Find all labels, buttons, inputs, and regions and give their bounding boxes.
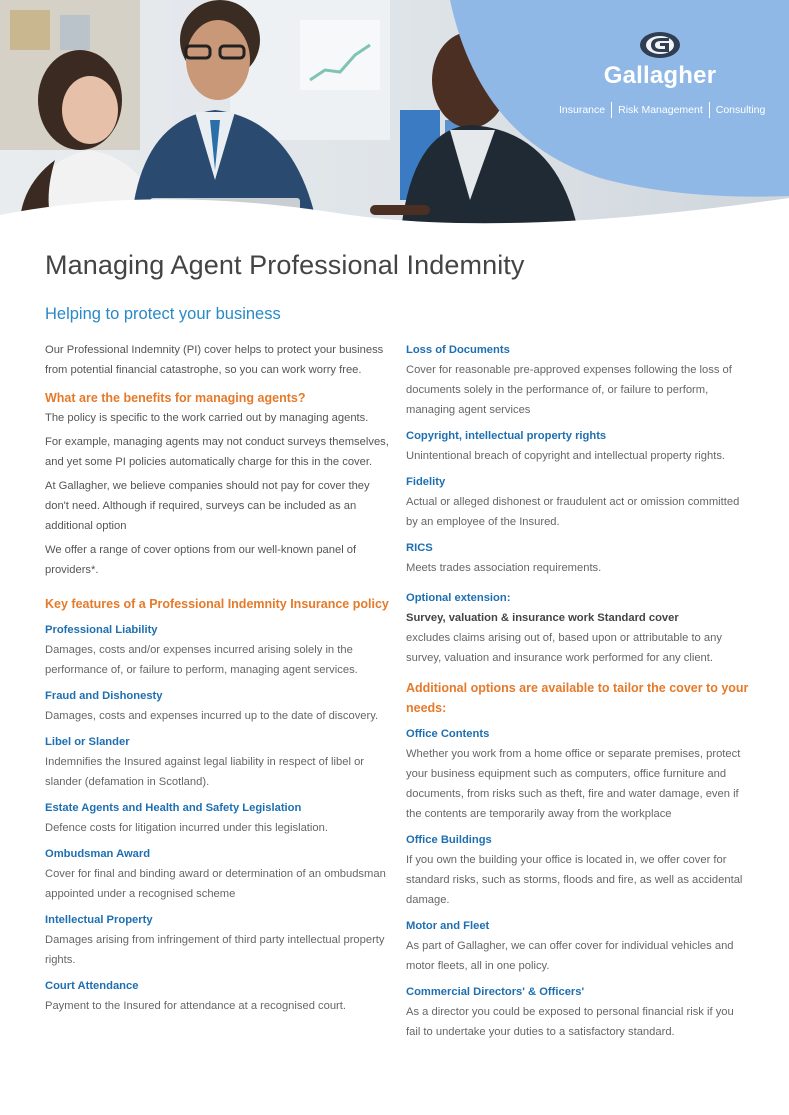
optional-extension-title: Optional extension: (406, 592, 511, 604)
feature-title: Court Attendance (45, 980, 139, 992)
option-body: Whether you work from a home office or separate premises, protect your business equipment such as computers, office furniture and documents, from risks such as theft, fire and water damage, even if the contents are temporarily away from the workplace (406, 748, 741, 820)
feature-title: Fraud and Dishonesty (45, 690, 163, 702)
additional-options-heading: Additional options are available to tailor the cover to your needs: (406, 681, 749, 715)
tagline-risk-management: Risk Management (618, 103, 703, 116)
option-body: If you own the building your office is located in, we offer cover for standard risks, such as storms, floods and fire, as well as accidental damage. (406, 854, 743, 906)
feature-title: Intellectual Property (45, 914, 153, 926)
option-title: Office Buildings (406, 834, 492, 846)
features-heading: Key features of a Professional Indemnity Insurance policy (45, 597, 389, 611)
feature-body: Actual or alleged dishonest or fraudulent act or omission committed by an employee of the Insured. (406, 496, 740, 528)
feature-body: Damages, costs and expenses incurred up to the date of discovery. (45, 710, 379, 722)
benefits-heading: What are the benefits for managing agents? (45, 391, 306, 405)
feature-title: Professional Liability (45, 624, 158, 636)
right-column (406, 340, 751, 1042)
feature-body: Cover for final and binding award or determination of an ombudsman appointed under a recognised scheme (45, 868, 386, 900)
option-title: Motor and Fleet (406, 920, 490, 932)
feature-title: Loss of Documents (406, 344, 510, 356)
feature-title: Copyright, intellectual property rights (406, 430, 607, 442)
tagline-consulting: Consulting (715, 103, 766, 116)
feature-body: Payment to the Insured for attendance at a recognised court. (45, 1000, 347, 1012)
gallagher-logo (540, 30, 780, 90)
feature-body: Indemnifies the Insured against legal liability in respect of libel or slander (defamation in Scotland). (45, 756, 365, 788)
benefit-paragraph: For example, managing agents may not conduct surveys themselves, and yet some PI policies automatically charge for this in the cover. (45, 436, 389, 468)
left-column (45, 340, 390, 1016)
feature-title: Estate Agents and Health and Safety Legislation (45, 802, 302, 814)
feature-title: RICS (406, 542, 433, 554)
feature-body: Meets trades association requirements. (406, 562, 602, 574)
optional-extension-subtitle: Survey, valuation & insurance work Standard cover (406, 612, 679, 624)
page-title: Managing Agent Professional Indemnity (45, 250, 525, 280)
benefit-paragraph: At Gallagher, we believe companies should not pay for cover they don't need. Although if required, surveys can be included as an additional option (45, 480, 370, 532)
gallagher-globe-icon (639, 30, 681, 60)
option-title: Office Contents (406, 728, 490, 740)
brand-tagline (553, 102, 771, 118)
feature-body: Cover for reasonable pre-approved expenses following the loss of documents solely in the performance of, or failure to perform, managing agent services (406, 364, 732, 416)
feature-body: Unintentional breach of copyright and intellectual property rights. (406, 450, 726, 462)
feature-title: Libel or Slander (45, 736, 130, 748)
feature-title: Ombudsman Award (45, 848, 151, 860)
brand-name: Gallagher (603, 62, 717, 89)
features-list (45, 620, 390, 1016)
feature-body: Damages arising from infringement of third party intellectual property rights. (45, 934, 385, 966)
option-title: Commercial Directors' & Officers' (406, 986, 585, 998)
option-body: As a director you could be exposed to personal financial risk if you fail to undertake your duties to a satisfactory standard. (406, 1006, 734, 1038)
page-subtitle: Helping to protect your business (45, 305, 281, 323)
feature-title: Fidelity (406, 476, 446, 488)
tagline-insurance: Insurance (559, 103, 606, 116)
feature-body: Defence costs for litigation incurred under this legislation. (45, 822, 328, 834)
feature-body: Damages, costs and/or expenses incurred arising solely in the performance of, or failure to perform, managing agent services. (45, 644, 358, 676)
benefit-paragraph: We offer a range of cover options from our well-known panel of providers*. (45, 544, 357, 576)
intro-paragraph: Our Professional Indemnity (PI) cover helps to protect your business from potential financial catastrophe, so you can work worry free. (45, 344, 384, 376)
option-body: As part of Gallagher, we can offer cover for individual vehicles and motor fleets, all in one policy. (406, 940, 734, 972)
optional-extension-body: excludes claims arising out of, based upon or attributable to any survey, valuation and insurance work performed for any client. (406, 632, 722, 664)
benefit-paragraph: The policy is specific to the work carried out by managing agents. (45, 412, 369, 424)
